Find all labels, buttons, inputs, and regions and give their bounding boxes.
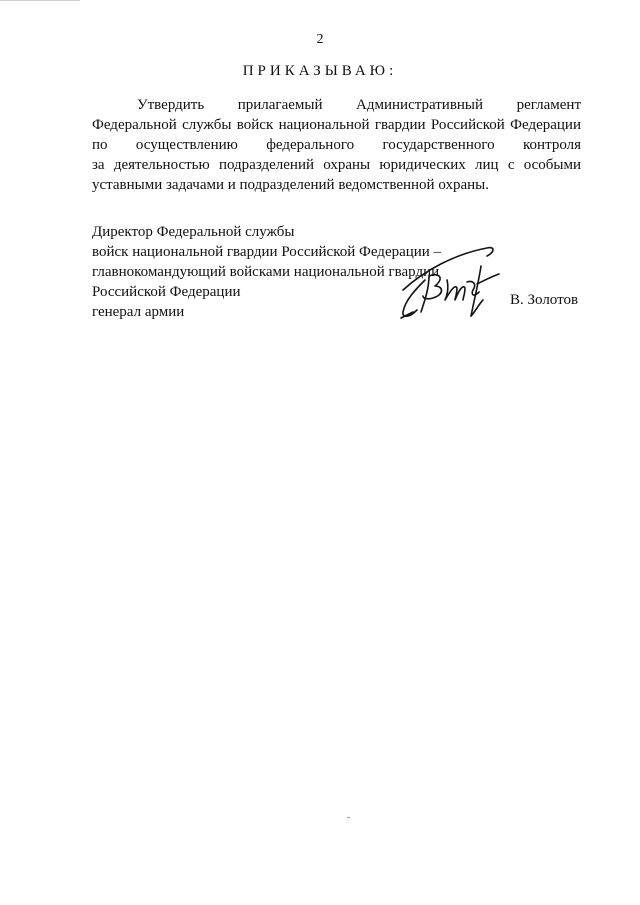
signer-name: В. Золотов [510,292,579,308]
signatory-line: генерал армии [92,304,185,320]
scan-corner-mark [0,0,80,11]
order-paragraph [92,95,581,195]
paragraph-line: уставными задачами и подразделений ведомственной охраны. [92,177,489,193]
handwritten-signature-icon [395,240,515,325]
page-number: 2 [316,32,324,47]
order-heading: ПРИКАЗЫВАЮ: [242,63,398,79]
signatory-line: Директор Федеральной службы [92,224,295,240]
paragraph-line: по осуществлению федерального государственного контроля [92,137,581,153]
paragraph-line: за деятельностью подразделений охраны юридических лиц с особыми [92,157,581,173]
signatory-line: Российской Федерации [92,284,241,300]
scan-artifact [347,817,350,818]
paragraph-line: Утвердить прилагаемый Административный регламент [137,97,581,113]
paragraph-line: Федеральной службы войск национальной гвардии Российской Федерации [92,117,581,133]
signatory-line: войск национальной гвардии Российской Федерации – [92,244,442,260]
signatory-title-block [92,222,441,322]
signatory-line: главнокомандующий войсками национальной гвардии [92,264,440,280]
